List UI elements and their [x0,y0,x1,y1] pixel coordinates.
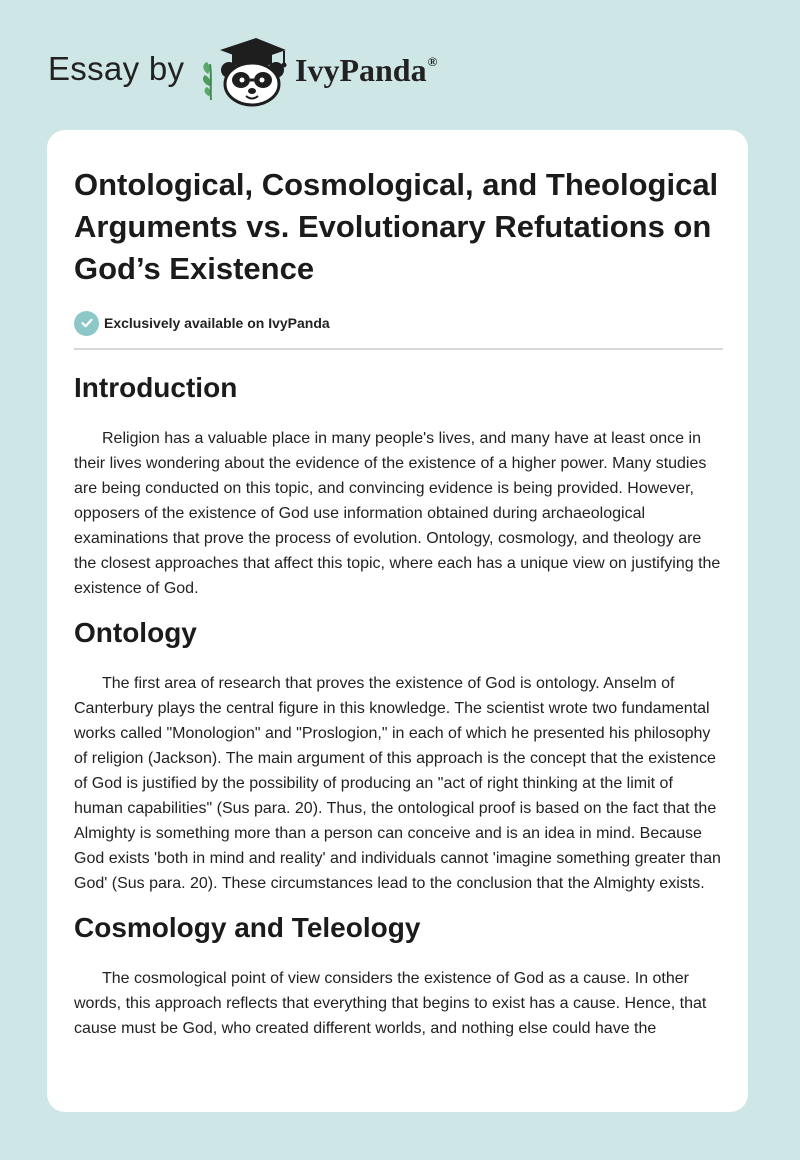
section-heading-cosmology: Cosmology and Teleology [74,912,421,943]
essay-card [47,130,748,1112]
site-header [48,34,548,106]
essay-content [74,164,724,1041]
essay-title: Ontological, Cosmological, and Theological Arguments vs. Evolutionary Refutations on God’s Existence [74,167,719,286]
essay-by-label: Essay by [48,50,185,87]
title-divider [74,348,723,350]
registered-mark: ® [427,54,438,69]
section-paragraph-cosmology: The cosmological point of view considers the existence of God as a cause. In other words, this approach reflects that everything that begins to exist has a cause. Hence, that cause must be God, who created different worlds, and nothing else could have the [74,970,707,1037]
section-paragraph-ontology: The first area of research that proves the existence of God is ontology. Anselm of Canterbury plays the central figure in this knowledge. The scientist wrote two fundamental works called "Monologion" and "Proslogion," in each of which he presented his philosophy of religion (Jackson). The main argument of this approach is the concept that the existence of God is justified by the possibility of producing an "act of right thinking at the limit of human capabilities" (Sus para. 20). Thus, the ontological proof is based on the fact that the Almighty is something more than a person can conceive and is an idea in mind. Because God exists 'both in mind and reality' and individuals cannot 'imagine something greater than God' (Sus para. 20). These circumstances lead to the conclusion that the Almighty exists. [74,675,721,892]
brand-text: IvyPanda [295,52,427,88]
exclusive-badge-text: Exclusively available on IvyPanda [104,315,330,331]
panda-graduate-logo-icon[interactable] [198,34,288,108]
section-paragraph-introduction: Religion has a valuable place in many people's lives, and many have at least once in their lives wondering about the evidence of the existence of a higher power. Many studies are being conducted on this topic, and convincing evidence is being provided. However, opposers of the existence of God use information obtained during archaeological examinations that prove the process of evolution. Ontology, cosmology, and theology are the closest approaches that affect this topic, where each has a unique view on justifying the existence of God. [74,430,721,597]
check-icon [74,311,99,336]
brand-name[interactable] [295,52,437,89]
section-heading-ontology: Ontology [74,617,197,648]
exclusive-badge [74,310,724,336]
section-heading-introduction: Introduction [74,372,238,403]
